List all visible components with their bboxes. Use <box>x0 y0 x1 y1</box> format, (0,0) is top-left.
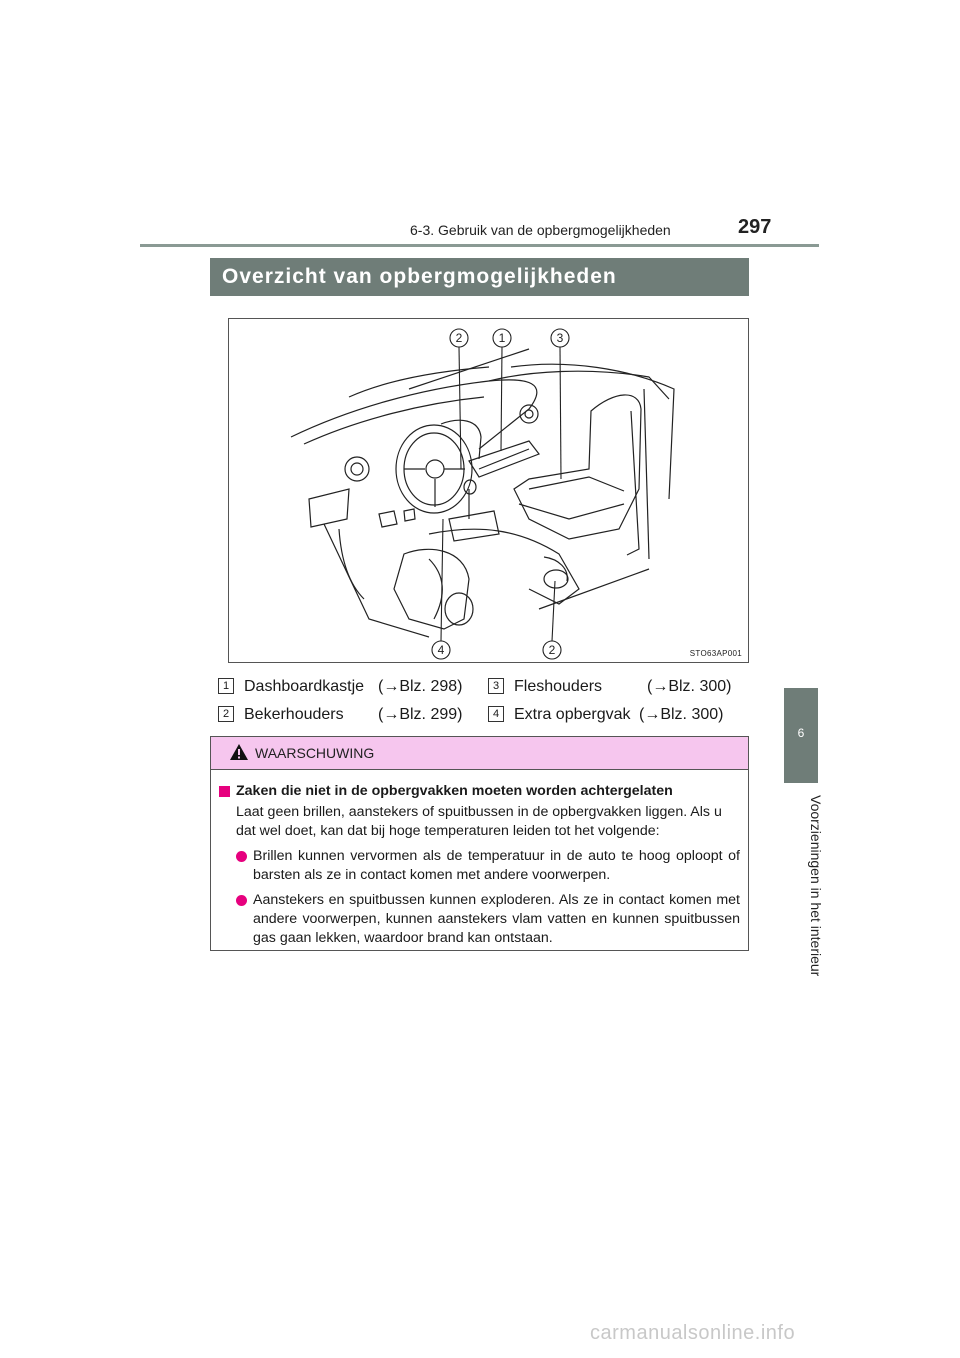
legend-item-3 <box>488 678 602 696</box>
page-number: 297 <box>738 216 772 238</box>
legend-item-1 <box>218 678 364 696</box>
watermark: carmanualsonline.info <box>590 1322 796 1344</box>
warning-subheading-text: Zaken die niet in de opbergvakken moeten worden achtergelaten <box>236 783 673 799</box>
warning-heading: WAARSCHUWING <box>255 745 375 761</box>
legend-ref-2[interactable]: (→Blz. 299) <box>378 706 463 723</box>
legend-label: Fleshouders <box>514 678 603 695</box>
figure-code: STO63AP001 <box>689 649 742 658</box>
bullet-text: Aanstekers en spuitbussen kunnen exploderen. Als ze in contact komen met andere voorwerpen, kunnen aanstekers vlam vatten en kunnen spuitbussen gas gaan lekken, waardoor brand kan ontstaan. <box>253 892 740 946</box>
legend-label: Dashboardkastje <box>244 678 365 695</box>
bullet-dot-icon <box>236 851 247 862</box>
callout-1: 1 <box>498 331 506 345</box>
legend-item-2 <box>218 706 344 724</box>
bullet-dot-icon <box>236 895 247 906</box>
warning-intro: Laat geen brillen, aanstekers of spuitbussen in de opbergvakken liggen. Als u dat wel doet, kan dat bij hoge temperaturen leiden tot het volgende: <box>236 804 722 839</box>
callout-2-bottom: 2 <box>548 643 556 657</box>
callout-4: 4 <box>437 643 445 657</box>
legend-ref-3[interactable]: (→Blz. 300) <box>647 678 732 695</box>
car-interior-drawing <box>229 319 748 662</box>
legend-label: Bekerhouders <box>244 706 344 723</box>
legend-ref-1[interactable]: (→Blz. 298) <box>378 678 463 695</box>
square-bullet-icon <box>219 786 230 797</box>
section-title: Overzicht van opbergmogelijkheden <box>210 258 749 296</box>
bullet-text: Brillen kunnen vervormen als de temperatuur in de auto te hoog oploopt of barsten als ze in contact komen met andere voorwerpen. <box>253 848 740 883</box>
legend-number: 1 <box>218 678 234 694</box>
warning-subheading <box>219 782 740 801</box>
legend-item-4 <box>488 706 631 724</box>
callout-2-top: 2 <box>455 331 463 345</box>
chapter-tab-text: Voorzieningen in het interieur <box>808 795 824 977</box>
callout-3: 3 <box>556 331 564 345</box>
warning-icon <box>229 743 249 761</box>
header-divider <box>140 244 819 247</box>
chapter-header: 6-3. Gebruik van de opbergmogelijkheden <box>410 222 671 238</box>
interior-illustration <box>228 318 749 663</box>
warning-body <box>211 770 748 948</box>
warning-bullet-1 <box>219 847 740 885</box>
chapter-tab[interactable]: 6 <box>784 688 818 783</box>
legend-ref-4[interactable]: (→Blz. 300) <box>639 706 724 723</box>
warning-header <box>211 737 748 770</box>
legend-number: 2 <box>218 706 234 722</box>
warning-box <box>210 736 749 951</box>
legend-number: 4 <box>488 706 504 722</box>
legend-label: Extra opbergvak <box>514 706 631 723</box>
legend-number: 3 <box>488 678 504 694</box>
warning-bullet-2 <box>219 891 740 948</box>
